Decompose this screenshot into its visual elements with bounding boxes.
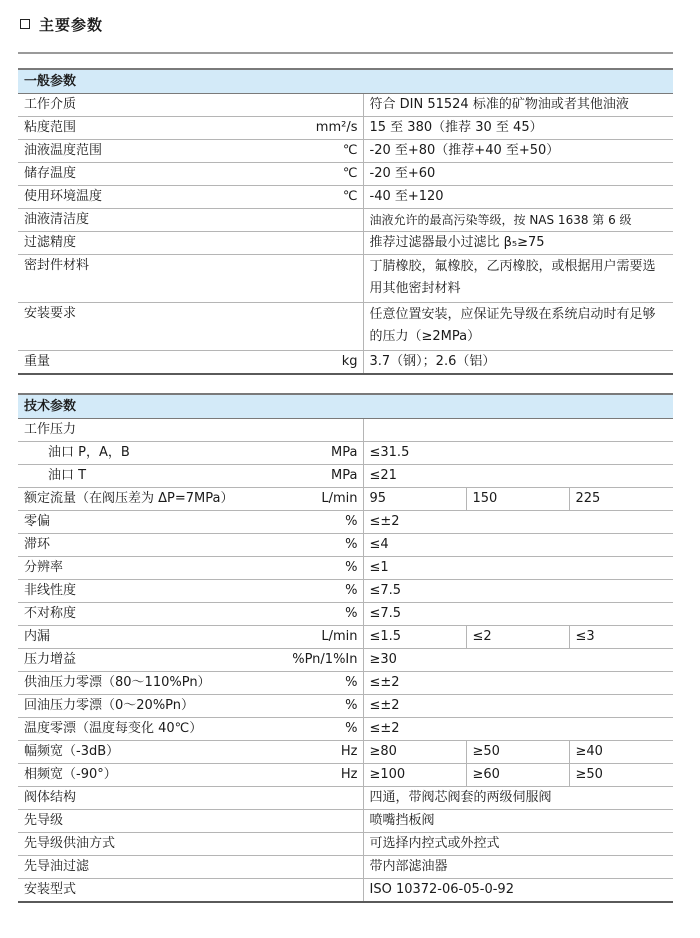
param-value: 推荐过滤器最小过滤比 β₅≥75: [363, 232, 673, 255]
param-unit: %: [268, 718, 363, 741]
table-row: [18, 232, 673, 255]
table-row: [18, 511, 673, 534]
param-name: 分辨率: [18, 557, 268, 580]
param-unit: L/min: [268, 488, 363, 511]
table-row: [18, 163, 673, 186]
param-name: 先导级供油方式: [18, 833, 363, 856]
table-row: [18, 695, 673, 718]
param-unit: Hz: [268, 764, 363, 787]
table-row: [18, 580, 673, 603]
param-name: 油口 P，A，B: [18, 442, 268, 465]
table-row: [18, 419, 673, 442]
param-value: ≤±2: [363, 718, 673, 741]
param-value: -20 至+80（推荐+40 至+50）: [363, 140, 673, 163]
param-name: 重量: [18, 351, 288, 375]
param-value: 带内部滤油器: [363, 856, 673, 879]
param-name: 工作介质: [18, 94, 363, 117]
table-row: [18, 94, 673, 117]
param-value: ≤3: [569, 626, 673, 649]
param-unit: %: [268, 603, 363, 626]
param-value: -40 至+120: [363, 186, 673, 209]
param-value: ≤1: [363, 557, 673, 580]
param-unit: ℃: [288, 163, 363, 186]
param-value: 可选择内控式或外控式: [363, 833, 673, 856]
param-value: ≤4: [363, 534, 673, 557]
param-name: 粘度范围: [18, 117, 288, 140]
param-unit: %: [268, 580, 363, 603]
table-row: [18, 856, 673, 879]
param-name: 油液温度范围: [18, 140, 288, 163]
table-row: [18, 603, 673, 626]
param-name: 回油压力零漂（0～20%Pn）: [18, 695, 268, 718]
param-name: 压力增益: [18, 649, 268, 672]
param-value: ≤21: [363, 465, 673, 488]
param-value: ≤1.5: [363, 626, 466, 649]
table-row: [18, 718, 673, 741]
table-row: [18, 557, 673, 580]
table-row: [18, 649, 673, 672]
table-row: [18, 255, 673, 303]
table-row: [18, 140, 673, 163]
param-name: 温度零漂（温度每变化 40℃）: [18, 718, 268, 741]
table-row: [18, 186, 673, 209]
param-unit: mm²/s: [288, 117, 363, 140]
param-value: ≥100: [363, 764, 466, 787]
param-value: [363, 419, 673, 442]
param-value: ≤2: [466, 626, 569, 649]
param-unit: %: [268, 557, 363, 580]
param-name: 先导级: [18, 810, 363, 833]
param-value: 225: [569, 488, 673, 511]
table-row: [18, 465, 673, 488]
param-name: 储存温度: [18, 163, 288, 186]
param-name: 幅频宽（-3dB）: [18, 741, 268, 764]
table-row: [18, 879, 673, 903]
param-name: 工作压力: [18, 419, 363, 442]
param-name: 阀体结构: [18, 787, 363, 810]
param-value: 喷嘴挡板阀: [363, 810, 673, 833]
param-unit: %Pn/1%In: [268, 649, 363, 672]
param-value: 15 至 380（推荐 30 至 45）: [363, 117, 673, 140]
table-row: [18, 209, 673, 232]
table-row: [18, 741, 673, 764]
param-value: ≤±2: [363, 672, 673, 695]
param-name: 内漏: [18, 626, 268, 649]
table-row: [18, 351, 673, 375]
param-name: 相频宽（-90°）: [18, 764, 268, 787]
param-name: 额定流量（在阀压差为 ΔP=7MPa）: [18, 488, 268, 511]
param-value: 符合 DIN 51524 标准的矿物油或者其他油液: [363, 94, 673, 117]
param-name: 安装要求: [18, 303, 363, 351]
param-name: 先导油过滤: [18, 856, 363, 879]
param-value: ≤±2: [363, 511, 673, 534]
param-value: ≤31.5: [363, 442, 673, 465]
param-name: 零偏: [18, 511, 268, 534]
table-row: [18, 442, 673, 465]
param-value: -20 至+60: [363, 163, 673, 186]
param-value: 3.7（钢）；2.6（铝）: [363, 351, 673, 375]
param-name: 过滤精度: [18, 232, 363, 255]
param-value: ≤±2: [363, 695, 673, 718]
table-row: [18, 117, 673, 140]
param-value: ≥60: [466, 764, 569, 787]
param-value: ≤7.5: [363, 603, 673, 626]
param-unit: kg: [288, 351, 363, 375]
table-row: [18, 303, 673, 351]
param-unit: ℃: [288, 140, 363, 163]
param-value: ISO 10372-06-05-0-92: [363, 879, 673, 903]
param-name: 密封件材料: [18, 255, 363, 303]
param-value: 150: [466, 488, 569, 511]
table-row: [18, 534, 673, 557]
param-value: ≥50: [569, 764, 673, 787]
param-unit: ℃: [288, 186, 363, 209]
param-unit: L/min: [268, 626, 363, 649]
param-value: ≥30: [363, 649, 673, 672]
param-name: 非线性度: [18, 580, 268, 603]
param-name: 使用环境温度: [18, 186, 288, 209]
param-unit: MPa: [268, 442, 363, 465]
square-bullet-icon: [20, 19, 30, 29]
page-title: 主要参数: [39, 15, 104, 34]
param-unit: Hz: [268, 741, 363, 764]
header-divider: [18, 52, 673, 54]
param-unit: %: [268, 672, 363, 695]
table-row: [18, 810, 673, 833]
general-section-title: 一般参数: [18, 69, 673, 94]
param-unit: %: [268, 695, 363, 718]
param-unit: %: [268, 534, 363, 557]
param-unit: MPa: [268, 465, 363, 488]
param-name: 供油压力零漂（80～110%Pn）: [18, 672, 268, 695]
table-row: [18, 787, 673, 810]
table-row: [18, 833, 673, 856]
technical-section-title: 技术参数: [18, 394, 673, 419]
table-row: [18, 626, 673, 649]
param-value: ≥50: [466, 741, 569, 764]
param-value: 四通，带阀芯阀套的两级伺服阀: [363, 787, 673, 810]
section-header: [18, 6, 682, 42]
param-value: 95: [363, 488, 466, 511]
param-name: 油液清洁度: [18, 209, 363, 232]
param-name: 安装型式: [18, 879, 363, 903]
general-params-table: [18, 68, 673, 375]
param-value: ≤7.5: [363, 580, 673, 603]
param-unit: %: [268, 511, 363, 534]
table-row: [18, 488, 673, 511]
param-name: 油口 T: [18, 465, 268, 488]
param-value: 油液允许的最高污染等级，按 NAS 1638 第 6 级: [363, 209, 673, 232]
param-value: ≥40: [569, 741, 673, 764]
technical-params-table: [18, 393, 673, 903]
param-value: ≥80: [363, 741, 466, 764]
table-row: [18, 672, 673, 695]
param-name: 不对称度: [18, 603, 268, 626]
table-row: [18, 764, 673, 787]
param-value: 任意位置安装，应保证先导级在系统启动时有足够的压力（≥2MPa）: [363, 303, 673, 351]
param-name: 滞环: [18, 534, 268, 557]
param-value: 丁腈橡胶，氟橡胶，乙丙橡胶，或根据用户需要选用其他密封材料: [363, 255, 673, 303]
